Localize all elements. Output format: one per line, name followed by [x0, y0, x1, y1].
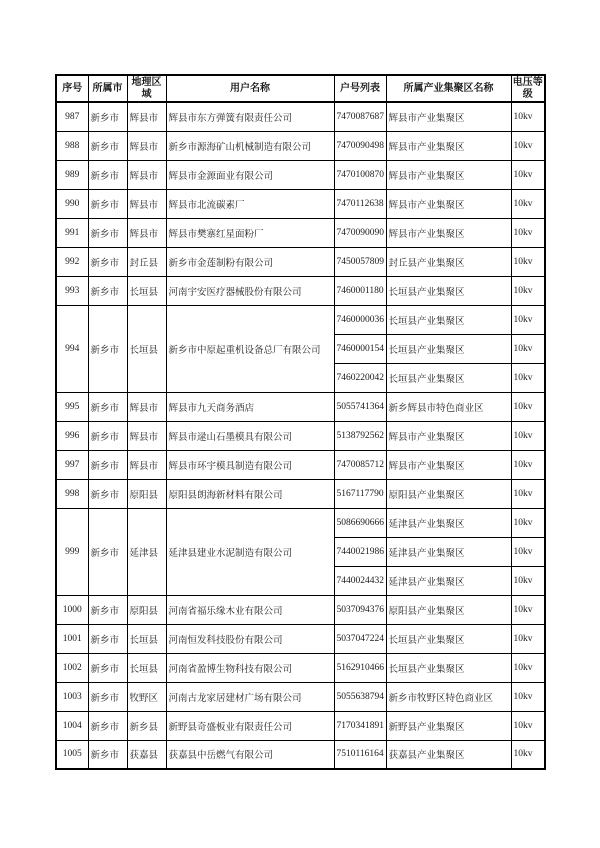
table-row — [56, 508, 545, 537]
region-cell: 辉县市 — [127, 189, 166, 218]
table-row — [56, 421, 545, 450]
table-row — [56, 740, 545, 769]
region-cell: 延津县 — [127, 508, 166, 595]
region-cell: 辉县市 — [127, 131, 166, 160]
seq-cell: 988 — [56, 131, 88, 160]
seq-cell: 998 — [56, 479, 88, 508]
city-cell: 新乡市 — [88, 421, 127, 450]
user-name-cell: 辉县市环宇模具制造有限公司 — [166, 450, 334, 479]
city-cell: 新乡市 — [88, 305, 127, 392]
cluster-cell: 延津县产业集聚区 — [386, 508, 511, 537]
header-user: 用户名称 — [166, 75, 334, 102]
user-name-cell: 新野县奇盛板业有限责任公司 — [166, 711, 334, 740]
account-no-cell: 5162910466 — [334, 653, 386, 682]
cluster-cell: 新乡辉县市特色商业区 — [386, 392, 511, 421]
table-row — [56, 131, 545, 160]
account-no-cell: 7460001180 — [334, 276, 386, 305]
user-name-cell: 辉县市东方弹簧有限责任公司 — [166, 102, 334, 131]
user-name-cell: 河南省福乐缘木业有限公司 — [166, 595, 334, 624]
city-cell: 新乡市 — [88, 218, 127, 247]
region-cell: 长垣县 — [127, 305, 166, 392]
region-cell: 辉县市 — [127, 450, 166, 479]
voltage-cell: 10kv — [511, 189, 545, 218]
voltage-cell: 10kv — [511, 711, 545, 740]
user-table — [55, 74, 546, 770]
user-name-cell: 新乡市源海矿山机械制造有限公司 — [166, 131, 334, 160]
voltage-cell: 10kv — [511, 537, 545, 566]
table-row — [56, 479, 545, 508]
account-no-cell: 5167117790 — [334, 479, 386, 508]
user-name-cell: 原阳县朗海新材料有限公司 — [166, 479, 334, 508]
user-name-cell: 辉县市北流碳素厂 — [166, 189, 334, 218]
table-row — [56, 305, 545, 334]
voltage-cell: 10kv — [511, 624, 545, 653]
account-no-cell: 5055638794 — [334, 682, 386, 711]
city-cell: 新乡市 — [88, 595, 127, 624]
cluster-cell: 长垣县产业集聚区 — [386, 363, 511, 392]
seq-cell: 995 — [56, 392, 88, 421]
city-cell: 新乡市 — [88, 160, 127, 189]
voltage-cell: 10kv — [511, 740, 545, 769]
table-row — [56, 450, 545, 479]
voltage-cell: 10kv — [511, 218, 545, 247]
table-row — [56, 102, 545, 131]
header-row — [56, 75, 545, 102]
user-name-cell: 河南省盈博生物科技有限公司 — [166, 653, 334, 682]
cluster-cell: 获嘉县产业集聚区 — [386, 740, 511, 769]
cluster-cell: 原阳县产业集聚区 — [386, 479, 511, 508]
account-no-cell: 5037094376 — [334, 595, 386, 624]
cluster-cell: 辉县市产业集聚区 — [386, 102, 511, 131]
region-cell: 辉县市 — [127, 392, 166, 421]
region-cell: 原阳县 — [127, 595, 166, 624]
voltage-cell: 10kv — [511, 653, 545, 682]
table-row — [56, 218, 545, 247]
account-no-cell: 7470112638 — [334, 189, 386, 218]
account-no-cell: 5037047224 — [334, 624, 386, 653]
voltage-cell: 10kv — [511, 160, 545, 189]
seq-cell: 1000 — [56, 595, 88, 624]
voltage-cell: 10kv — [511, 450, 545, 479]
region-cell: 获嘉县 — [127, 740, 166, 769]
cluster-cell: 新乡市牧野区特色商业区 — [386, 682, 511, 711]
cluster-cell: 辉县市产业集聚区 — [386, 189, 511, 218]
seq-cell: 993 — [56, 276, 88, 305]
voltage-cell: 10kv — [511, 363, 545, 392]
region-cell: 新乡县 — [127, 711, 166, 740]
table-row — [56, 392, 545, 421]
account-no-cell: 5086690666 — [334, 508, 386, 537]
voltage-cell: 10kv — [511, 566, 545, 595]
table-row — [56, 160, 545, 189]
city-cell: 新乡市 — [88, 682, 127, 711]
voltage-cell: 10kv — [511, 595, 545, 624]
region-cell: 长垣县 — [127, 624, 166, 653]
account-no-cell: 7440024432 — [334, 566, 386, 595]
cluster-cell: 长垣县产业集聚区 — [386, 276, 511, 305]
table-row — [56, 653, 545, 682]
region-cell: 牧野区 — [127, 682, 166, 711]
account-no-cell: 7470087687 — [334, 102, 386, 131]
voltage-cell: 10kv — [511, 334, 545, 363]
region-cell: 辉县市 — [127, 102, 166, 131]
header-voltage: 电压等级 — [511, 75, 545, 102]
user-name-cell: 河南宇安医疗器械股份有限公司 — [166, 276, 334, 305]
account-no-cell: 7460000036 — [334, 305, 386, 334]
region-cell: 封丘县 — [127, 247, 166, 276]
table-row — [56, 711, 545, 740]
header-account: 户号列表 — [334, 75, 386, 102]
city-cell: 新乡市 — [88, 247, 127, 276]
seq-cell: 987 — [56, 102, 88, 131]
table-row — [56, 682, 545, 711]
cluster-cell: 辉县市产业集聚区 — [386, 160, 511, 189]
voltage-cell: 10kv — [511, 479, 545, 508]
seq-cell: 991 — [56, 218, 88, 247]
city-cell: 新乡市 — [88, 392, 127, 421]
city-cell: 新乡市 — [88, 653, 127, 682]
user-name-cell: 河南恒发科技股份有限公司 — [166, 624, 334, 653]
city-cell: 新乡市 — [88, 189, 127, 218]
account-no-cell: 7440021986 — [334, 537, 386, 566]
seq-cell: 1002 — [56, 653, 88, 682]
cluster-cell: 辉县市产业集聚区 — [386, 131, 511, 160]
cluster-cell: 辉县市产业集聚区 — [386, 450, 511, 479]
cluster-cell: 新野县产业集聚区 — [386, 711, 511, 740]
account-no-cell: 7470090090 — [334, 218, 386, 247]
cluster-cell: 延津县产业集聚区 — [386, 537, 511, 566]
seq-cell: 989 — [56, 160, 88, 189]
account-no-cell: 7470100870 — [334, 160, 386, 189]
cluster-cell: 长垣县产业集聚区 — [386, 305, 511, 334]
cluster-cell: 辉县市产业集聚区 — [386, 421, 511, 450]
user-name-cell: 河南古龙家居建材广场有限公司 — [166, 682, 334, 711]
voltage-cell: 10kv — [511, 305, 545, 334]
table-row — [56, 276, 545, 305]
seq-cell: 996 — [56, 421, 88, 450]
cluster-cell: 封丘县产业集聚区 — [386, 247, 511, 276]
header-cluster: 所属产业集聚区名称 — [386, 75, 511, 102]
seq-cell: 1003 — [56, 682, 88, 711]
city-cell: 新乡市 — [88, 276, 127, 305]
region-cell: 辉县市 — [127, 421, 166, 450]
header-region: 地理区域 — [127, 75, 166, 102]
voltage-cell: 10kv — [511, 247, 545, 276]
user-name-cell: 辉县市九天商务酒店 — [166, 392, 334, 421]
user-name-cell: 新乡市金莲制粉有限公司 — [166, 247, 334, 276]
seq-cell: 1005 — [56, 740, 88, 769]
region-cell: 长垣县 — [127, 276, 166, 305]
city-cell: 新乡市 — [88, 450, 127, 479]
region-cell: 辉县市 — [127, 218, 166, 247]
user-table-container — [55, 74, 546, 770]
seq-cell: 1001 — [56, 624, 88, 653]
voltage-cell: 10kv — [511, 131, 545, 160]
user-name-cell: 辉县市逯山石墨模具有限公司 — [166, 421, 334, 450]
account-no-cell: 7470085712 — [334, 450, 386, 479]
table-row — [56, 247, 545, 276]
city-cell: 新乡市 — [88, 508, 127, 595]
city-cell: 新乡市 — [88, 711, 127, 740]
table-row — [56, 595, 545, 624]
header-city: 所属市 — [88, 75, 127, 102]
city-cell: 新乡市 — [88, 102, 127, 131]
table-header — [56, 75, 545, 102]
seq-cell: 990 — [56, 189, 88, 218]
table-row — [56, 624, 545, 653]
voltage-cell: 10kv — [511, 102, 545, 131]
seq-cell: 997 — [56, 450, 88, 479]
account-no-cell: 5055741364 — [334, 392, 386, 421]
user-name-cell: 新乡市中原起重机设备总厂有限公司 — [166, 305, 334, 392]
cluster-cell: 长垣县产业集聚区 — [386, 334, 511, 363]
cluster-cell: 长垣县产业集聚区 — [386, 624, 511, 653]
user-name-cell: 延津县建业水泥制造有限公司 — [166, 508, 334, 595]
city-cell: 新乡市 — [88, 740, 127, 769]
user-name-cell: 获嘉县中岳燃气有限公司 — [166, 740, 334, 769]
city-cell: 新乡市 — [88, 479, 127, 508]
cluster-cell: 延津县产业集聚区 — [386, 566, 511, 595]
cluster-cell: 原阳县产业集聚区 — [386, 595, 511, 624]
region-cell: 辉县市 — [127, 160, 166, 189]
voltage-cell: 10kv — [511, 682, 545, 711]
region-cell: 原阳县 — [127, 479, 166, 508]
seq-cell: 999 — [56, 508, 88, 595]
user-name-cell: 辉县市樊寨红星面粉厂 — [166, 218, 334, 247]
cluster-cell: 辉县市产业集聚区 — [386, 218, 511, 247]
user-name-cell: 辉县市金源面业有限公司 — [166, 160, 334, 189]
region-cell: 长垣县 — [127, 653, 166, 682]
voltage-cell: 10kv — [511, 276, 545, 305]
account-no-cell: 7460000154 — [334, 334, 386, 363]
voltage-cell: 10kv — [511, 508, 545, 537]
city-cell: 新乡市 — [88, 624, 127, 653]
seq-cell: 1004 — [56, 711, 88, 740]
table-row — [56, 189, 545, 218]
account-no-cell: 7460220042 — [334, 363, 386, 392]
cluster-cell: 长垣县产业集聚区 — [386, 653, 511, 682]
seq-cell: 992 — [56, 247, 88, 276]
table-body — [56, 102, 545, 769]
account-no-cell: 7170341891 — [334, 711, 386, 740]
seq-cell: 994 — [56, 305, 88, 392]
account-no-cell: 5138792562 — [334, 421, 386, 450]
account-no-cell: 7470090498 — [334, 131, 386, 160]
voltage-cell: 10kv — [511, 421, 545, 450]
voltage-cell: 10kv — [511, 392, 545, 421]
header-seq: 序号 — [56, 75, 88, 102]
account-no-cell: 7450057809 — [334, 247, 386, 276]
city-cell: 新乡市 — [88, 131, 127, 160]
account-no-cell: 7510116164 — [334, 740, 386, 769]
